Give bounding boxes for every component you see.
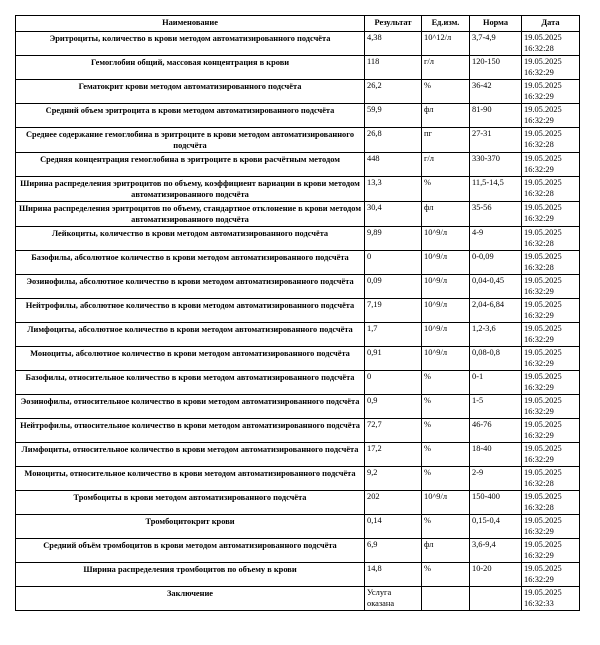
date-value: 19.05.2025 [524,564,562,573]
table-row [16,104,580,128]
test-name: Моноциты, абсолютное количество в крови методом автоматизированного подсчёта [30,349,350,358]
result-value: 0,9 [365,395,422,419]
norm-value: 11,5-14,5 [470,177,522,202]
norm-value: 330-370 [470,153,522,177]
date-cell [522,539,580,563]
date-cell [522,323,580,347]
date-cell [522,347,580,371]
time-value: 16:32:29 [524,574,554,584]
test-name-cell [16,80,365,104]
test-name-cell [16,539,365,563]
table-row [16,227,580,251]
table-row [16,467,580,491]
test-name-cell [16,153,365,177]
norm-value: 2,04-6,84 [470,299,522,323]
result-value: 0,14 [365,515,422,539]
norm-value: 0-0,09 [470,251,522,275]
test-name-cell [16,177,365,202]
test-name-cell [16,587,365,611]
header-norm: Норма [470,16,522,32]
test-name: Моноциты, относительное количество в крови методом автоматизированного подсчёта [24,469,356,478]
time-value: 16:32:29 [524,334,554,344]
unit-value: % [422,80,470,104]
lab-results-table [15,15,580,611]
norm-value: 2-9 [470,467,522,491]
result-value: 17,2 [365,443,422,467]
norm-value: 18-40 [470,443,522,467]
time-value: 16:32:29 [524,382,554,392]
time-value: 16:32:29 [524,406,554,416]
unit-value: % [422,563,470,587]
date-value: 19.05.2025 [524,178,562,187]
table-row [16,347,580,371]
test-name-cell [16,563,365,587]
test-name-cell [16,56,365,80]
table-row [16,177,580,202]
test-name-cell [16,202,365,227]
norm-value [470,587,522,611]
date-cell [522,56,580,80]
test-name-cell [16,323,365,347]
date-cell [522,299,580,323]
table-row [16,323,580,347]
result-value: 0,91 [365,347,422,371]
date-value: 19.05.2025 [524,396,562,405]
table-row [16,299,580,323]
time-value: 16:32:29 [524,91,554,101]
test-name: Лимфоциты, относительное количество в крови методом автоматизированного подсчёта [21,445,359,454]
date-value: 19.05.2025 [524,105,562,114]
result-value: 0,09 [365,275,422,299]
date-cell [522,275,580,299]
date-cell [522,80,580,104]
time-value: 16:32:28 [524,238,554,248]
unit-value: % [422,443,470,467]
unit-value: фл [422,539,470,563]
result-value: 59,9 [365,104,422,128]
date-cell [522,177,580,202]
time-value: 16:32:28 [524,478,554,488]
time-value: 16:32:33 [524,598,554,608]
unit-value: % [422,177,470,202]
test-name-cell [16,395,365,419]
result-value: 13,3 [365,177,422,202]
date-value: 19.05.2025 [524,540,562,549]
result-value: 30,4 [365,202,422,227]
unit-value: фл [422,202,470,227]
result-value: 26,2 [365,80,422,104]
unit-value: % [422,395,470,419]
test-name-cell [16,491,365,515]
date-cell [522,443,580,467]
time-value: 16:32:29 [524,286,554,296]
time-value: 16:32:28 [524,43,554,53]
result-value: 202 [365,491,422,515]
norm-value: 120-150 [470,56,522,80]
time-value: 16:32:28 [524,188,554,198]
norm-value: 1,2-3,6 [470,323,522,347]
test-name-cell [16,347,365,371]
time-value: 16:32:28 [524,502,554,512]
result-value: Услуга оказана [365,587,422,611]
header-result: Результат [365,16,422,32]
table-row [16,587,580,611]
test-name-cell [16,419,365,443]
test-name: Ширина распределения эритроцитов по объему, стандартное отклонение в крови методом автоматизированного подсчёта [18,204,362,224]
table-row [16,443,580,467]
date-cell [522,153,580,177]
unit-value: 10^12/л [422,32,470,56]
header-date: Дата [522,16,580,32]
date-value: 19.05.2025 [524,588,562,597]
norm-value: 3,7-4,9 [470,32,522,56]
result-value: 0 [365,251,422,275]
date-value: 19.05.2025 [524,444,562,453]
test-name: Нейтрофилы, абсолютное количество в крови методом автоматизированного подсчёта [25,301,355,310]
date-value: 19.05.2025 [524,300,562,309]
date-cell [522,32,580,56]
test-name-cell [16,371,365,395]
test-name: Ширина распределения эритроцитов по объему, коэффициент вариации в крови методом автоматизированного подсчёта [20,179,360,199]
table-row [16,395,580,419]
unit-value [422,587,470,611]
norm-value: 36-42 [470,80,522,104]
time-value: 16:32:29 [524,115,554,125]
norm-value: 46-76 [470,419,522,443]
test-name: Эритроциты, количество в крови методом автоматизированного подсчёта [49,34,331,43]
date-cell [522,128,580,153]
header-unit: Ед.изм. [422,16,470,32]
test-name: Лейкоциты, количество в крови методом автоматизированного подсчёта [51,229,329,238]
date-cell [522,419,580,443]
time-value: 16:32:29 [524,430,554,440]
date-cell [522,563,580,587]
time-value: 16:32:29 [524,550,554,560]
norm-value: 150-400 [470,491,522,515]
time-value: 16:32:29 [524,358,554,368]
results-sheet [15,15,579,611]
date-value: 19.05.2025 [524,129,562,138]
norm-value: 3,6-9,4 [470,539,522,563]
time-value: 16:32:29 [524,67,554,77]
table-row [16,56,580,80]
test-name-cell [16,227,365,251]
table-body [16,32,580,611]
date-value: 19.05.2025 [524,372,562,381]
table-row [16,419,580,443]
result-value: 9,89 [365,227,422,251]
unit-value: фл [422,104,470,128]
date-cell [522,395,580,419]
date-cell [522,104,580,128]
test-name: Эозинофилы, абсолютное количество в крови методом автоматизированного подсчёта [26,277,354,286]
test-name: Ширина распределения тромбоцитов по объему в крови [83,565,297,574]
time-value: 16:32:28 [524,139,554,149]
table-row [16,563,580,587]
date-value: 19.05.2025 [524,276,562,285]
test-name: Средний объём тромбоцитов в крови методом автоматизированного подсчёта [43,541,337,550]
date-cell [522,587,580,611]
unit-value: г/л [422,56,470,80]
test-name: Базофилы, абсолютное количество в крови методом автоматизированного подсчёта [31,253,349,262]
date-value: 19.05.2025 [524,203,562,212]
table-row [16,153,580,177]
test-name: Средняя концентрация гемоглобина в эритроците в крови расчётным методом [40,155,340,164]
norm-value: 81-90 [470,104,522,128]
test-name: Базофилы, относительное количество в крови методом автоматизированного подсчёта [25,373,355,382]
norm-value: 4-9 [470,227,522,251]
unit-value: % [422,515,470,539]
date-cell [522,515,580,539]
table-row [16,202,580,227]
date-cell [522,491,580,515]
result-value: 72,7 [365,419,422,443]
test-name-cell [16,104,365,128]
test-name: Тромбоциты в крови методом автоматизированного подсчёта [73,493,307,502]
test-name-cell [16,251,365,275]
test-name: Эозинофилы, относительное количество в крови методом автоматизированного подсчёта [20,397,360,406]
table-row [16,371,580,395]
date-cell [522,227,580,251]
date-cell [522,251,580,275]
date-cell [522,202,580,227]
unit-value: 10^9/л [422,347,470,371]
time-value: 16:32:29 [524,454,554,464]
test-name-cell [16,275,365,299]
unit-value: г/л [422,153,470,177]
time-value: 16:32:29 [524,164,554,174]
unit-value: % [422,371,470,395]
unit-value: 10^9/л [422,299,470,323]
result-value: 6,9 [365,539,422,563]
unit-value: пг [422,128,470,153]
result-value: 9,2 [365,467,422,491]
date-value: 19.05.2025 [524,492,562,501]
table-row [16,515,580,539]
unit-value: 10^9/л [422,251,470,275]
result-value: 14,8 [365,563,422,587]
test-name-cell [16,515,365,539]
table-row [16,128,580,153]
table-row [16,539,580,563]
unit-value: 10^9/л [422,275,470,299]
norm-value: 0,08-0,8 [470,347,522,371]
date-value: 19.05.2025 [524,348,562,357]
table-row [16,80,580,104]
result-value: 448 [365,153,422,177]
unit-value: % [422,419,470,443]
date-value: 19.05.2025 [524,324,562,333]
result-value: 26,8 [365,128,422,153]
table-row [16,251,580,275]
test-name-cell [16,299,365,323]
date-value: 19.05.2025 [524,81,562,90]
table-header-row [16,16,580,32]
test-name: Нейтрофилы, относительное количество в крови методом автоматизированного подсчёта [20,421,360,430]
test-name-cell [16,443,365,467]
header-name: Наименование [16,16,365,32]
date-value: 19.05.2025 [524,252,562,261]
date-value: 19.05.2025 [524,33,562,42]
norm-value: 0-1 [470,371,522,395]
table-row [16,491,580,515]
table-row [16,275,580,299]
norm-value: 1-5 [470,395,522,419]
unit-value: 10^9/л [422,227,470,251]
result-value: 118 [365,56,422,80]
date-value: 19.05.2025 [524,228,562,237]
test-name: Гемоглобин общий, массовая концентрация в крови [90,58,290,67]
norm-value: 35-56 [470,202,522,227]
result-value: 1,7 [365,323,422,347]
result-value: 0 [365,371,422,395]
table-row [16,32,580,56]
date-cell [522,371,580,395]
unit-value: % [422,467,470,491]
test-name: Среднее содержание гемоглобина в эритроците в крови методом автоматизированного подсчёта [25,130,355,150]
norm-value: 27-31 [470,128,522,153]
date-value: 19.05.2025 [524,420,562,429]
test-name: Гематокрит крови методом автоматизированного подсчёта [78,82,302,91]
norm-value: 0,15-0,4 [470,515,522,539]
time-value: 16:32:29 [524,213,554,223]
test-name: Средний объем эритроцита в крови методом автоматизированного подсчёта [45,106,335,115]
norm-value: 10-20 [470,563,522,587]
date-value: 19.05.2025 [524,468,562,477]
date-value: 19.05.2025 [524,57,562,66]
date-value: 19.05.2025 [524,516,562,525]
time-value: 16:32:28 [524,262,554,272]
test-name-cell [16,467,365,491]
result-value: 7,19 [365,299,422,323]
unit-value: 10^9/л [422,323,470,347]
time-value: 16:32:29 [524,526,554,536]
test-name: Тромбоцитокрит крови [145,517,235,526]
norm-value: 0,04-0,45 [470,275,522,299]
test-name: Заключение [166,589,214,598]
result-value: 4,38 [365,32,422,56]
test-name: Лимфоциты, абсолютное количество в крови методом автоматизированного подсчёта [27,325,353,334]
test-name-cell [16,32,365,56]
test-name-cell [16,128,365,153]
time-value: 16:32:29 [524,310,554,320]
date-cell [522,467,580,491]
unit-value: 10^9/л [422,491,470,515]
date-value: 19.05.2025 [524,154,562,163]
